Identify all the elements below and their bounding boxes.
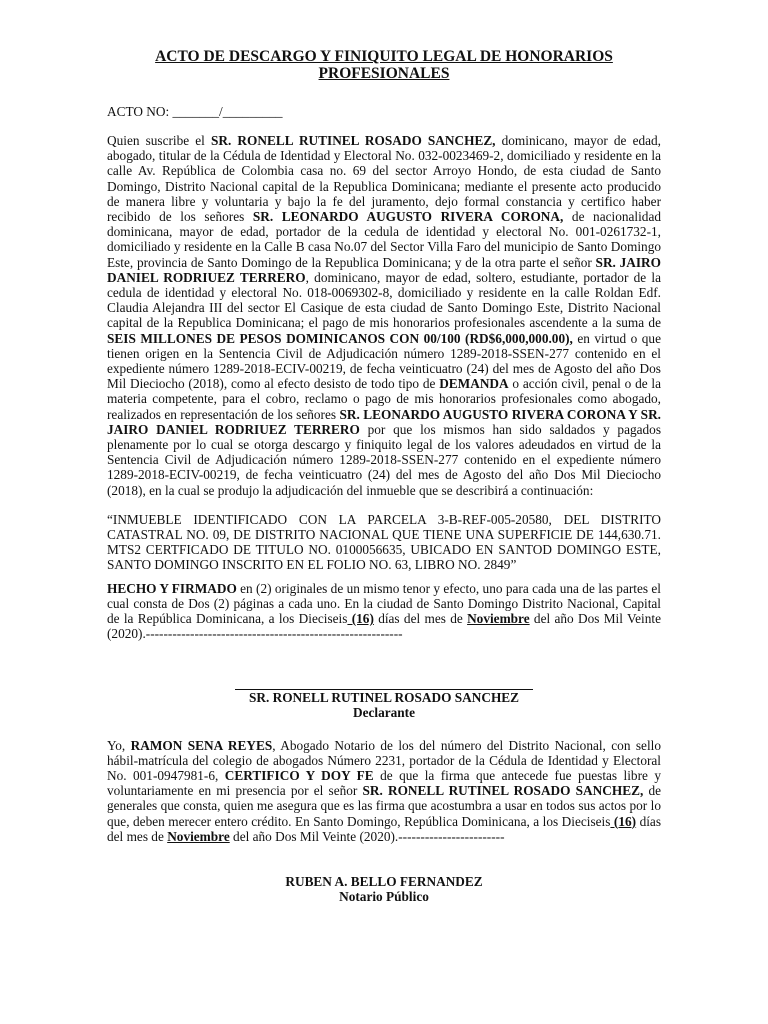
document-page <box>107 48 661 904</box>
notary-name: RUBEN A. BELLO FERNANDEZ <box>285 873 483 889</box>
declarante-role: Declarante <box>352 704 416 720</box>
declarante-block <box>107 690 661 720</box>
title-line-2: PROFESIONALES <box>318 65 450 82</box>
declarante-name: SR. RONELL RUTINEL ROSADO SANCHEZ <box>248 689 520 705</box>
notary-role: Notario Público <box>339 888 429 904</box>
signing-paragraph: HECHO Y FIRMADO en (2) originales de un mismo tenor y efecto, uno para cada una de las partes el cual consta de Dos (2) páginas a cada uno. En la ciudad de Santo Domingo Distrito Nacional, Capital de la República Dominicana, a los Dieciseis (16) días del mes de Noviembre del año Dos Mil Veinte (2020).---------------------------------------------------------- <box>107 580 661 642</box>
acto-number: ACTO NO: _______/_________ <box>107 104 283 119</box>
notary-paragraph: Yo, RAMON SENA REYES, Abogado Notario de los del número del Distrito Nacional, con sello hábil-matrícula del colegio de abogados Número 2231, portador de la Cédula de Identidad y Electoral No. 001-0947981-6, CERTIFICO Y DOY FE de que la firma que antecede fue puestas libre y voluntariamente en mi presencia por el señor SR. RONELL RUTINEL ROSADO SANCHEZ, de generales que consta, quien me asegura que es las firma que acostumbra a usar en todos sus actos por lo que, deben merecer entero crédito. En Santo Domingo, República Dominicana, a los Dieciseis (16) días del mes de Noviembre del año Dos Mil Veinte (2020).------------------------ <box>107 737 662 844</box>
notary-block <box>107 874 661 904</box>
property-description-quote: “INMUEBLE IDENTIFICADO CON LA PARCELA 3-B-REF-005-20580, DEL DISTRITO CATASTRAL NO. 09, DE DISTRITO NACIONAL QUE TIENE UNA SUPERFICIE DE 144,630.71. MTS2 CERTFICADO DE TITULO NO. 0100056635, UBICADO EN SANTOD DOMINGO ESTE, SANTO DOMINGO INSCRITO EN EL FOLIO NO. 63, LIBRO NO. 2849” <box>107 511 661 573</box>
document-title <box>107 48 661 82</box>
title-line-1: ACTO DE DESCARGO Y FINIQUITO LEGAL DE HONORARIOS <box>155 48 613 65</box>
main-paragraph: Quien suscribe el SR. RONELL RUTINEL ROSADO SANCHEZ, dominicano, mayor de edad, abogado, titular de la Cédula de Identidad y Electoral No. 032-0023469-2, domiciliado y residente en la calle Av. República de Colombia casa no. 69 del sector Arroyo Hondo, de esta ciudad de Santo Domingo, Distrito Nacional capital de la Republica Dominicana; mediante el presente acto producido de manera libre y voluntaria y bajo la fe del juramento, dejo formal constancia y certifico haber recibido de los señores SR. LEONARDO AUGUSTO RIVERA CORONA, de nacionalidad dominicana, mayor de edad, portador de la cedula de identidad y electoral No. 001-0261732-1, domiciliado y residente en la Calle B casa No.07 del Sector Villa Faro del municipio de Santo Domingo Este, provincia de Santo Domingo de la Republica Dominicana; y de la otra parte el señor SR. JAIRO DANIEL RODRIUEZ TERRERO, dominicano, mayor de edad, soltero, estudiante, portador de la cedula de identidad y electoral No. 018-0069302-8, domiciliado y residente en la calle Roldan Edf. Claudia Alejandra III del sector El Casique de esta ciudad de Santo Domingo Este, Distrito Nacional capital de la Republica Dominicana; el pago de mis honorarios profesionales ascendente a la suma de SEIS MILLONES DE PESOS DOMINICANOS CON 00/100 (RD$6,000,000.00), en virtud o que tienen origen en la Sentencia Civil de Adjudicación número 1289-2018-SSEN-277 contenido en el expediente número 1289-2018-ECIV-00219, de fecha veinticuatro (24) del mes de Agosto del año Dos Mil Dieciocho (2018), como al efecto desisto de todo tipo de DEMANDA o acción civil, penal o de la materia competente, para el cobro, reclamo o pago de mis honorarios profesionales como abogado, realizados en representación de los señores SR. LEONARDO AUGUSTO RIVERA CORONA Y SR. JAIRO DANIEL RODRIUEZ TERRERO por que los mismos han sido saldados y pagados plenamente por lo cual se otorga descargo y finiquito legal de los valores adeudados en virtud de la Sentencia Civil de Adjudicación número 1289-2018-SSEN-277 contenido en el expediente número 1289-2018-ECIV-00219, de fecha veinticuatro (24) del mes de Agosto del año Dos Mil Dieciocho (2018), en la cual se produjo la adjudicación del inmueble que se describirá a continuación: <box>107 133 662 498</box>
